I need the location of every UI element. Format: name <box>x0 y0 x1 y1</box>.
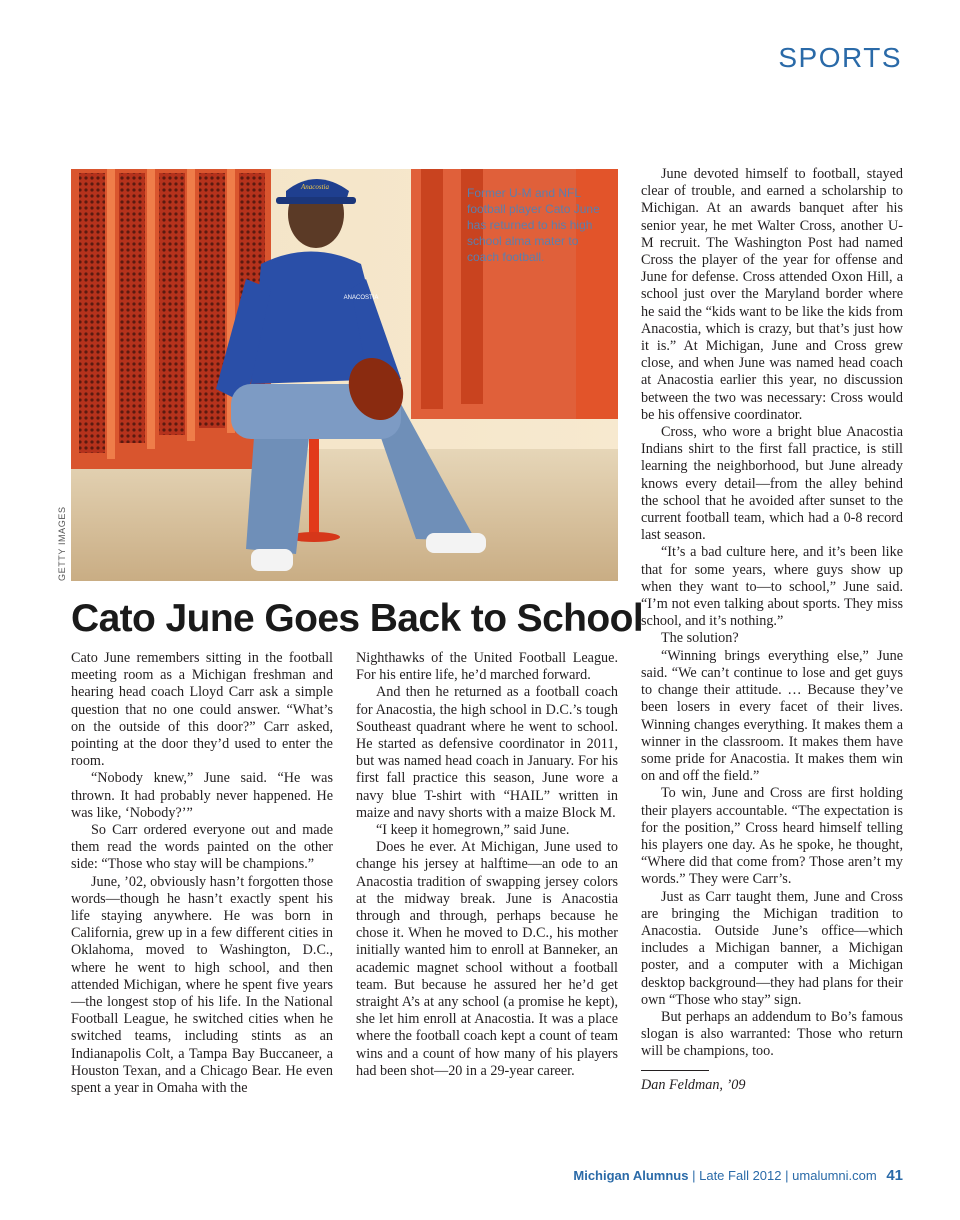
paragraph: Nighthawks of the United Football League. For his entire life, he’d marched forward. <box>356 650 618 684</box>
paragraph: “It’s a bad culture here, and it’s been like that for some years, where guys show up when they want to—to school,” June said. “I’m not even talking about sports. They miss school, and it’s nothing.” <box>641 544 903 630</box>
paragraph: June devoted himself to football, stayed clear of trouble, and earned a scholarship to Michigan. At an awards banquet after his senior year, he met Walter Cross, another U-M recruit. The Washington Post had named Cross the player of the year for offense and June for defense. Cross attended Oxon Hill, a school just over the Maryland border where he said the “kids want to be like the kids from Anacostia, which is crazy, but that’s just how it is.” At Michigan, June and Cross grew close, and when June was named head coach at Anacostia earlier this year, no discussion between the two was necessary: Cross would be his offensive coordinator. <box>641 166 903 423</box>
paragraph: June, ’02, obviously hasn’t forgotten those words—though he hasn’t exactly spent his life staying anywhere. He was born in California, grew up in a few different cities in Oklahoma, moved to Washington, D.C., where he went to high school, and then attended Michigan, where he spent five years—the longest stop of his life. In the National Football League, he switched cities when he switched teams, including stints as an Indianapolis Colt, a Tampa Bay Buccaneer, a Houston Texan, and a Chicago Bear. He even spent a year in Omaha with the <box>71 873 333 1097</box>
magazine-name: Michigan Alumnus <box>573 1168 689 1183</box>
paragraph: And then he returned as a football coach for Anacostia, the high school in D.C.’s tough Southeast quadrant where he went to school. He started as defensive coordinator in 2011, but was named head coach in January. For his first fall practice this season, June wore a navy blue T-shirt with “HAIL” written in maize and navy shorts with a maize Block M. <box>356 684 618 821</box>
byline: Dan Feldman, ’09 <box>641 1076 746 1093</box>
article-column-2 <box>356 650 618 1080</box>
photo-caption: Former U-M and NFL football player Cato June has returned to his high school alma mater to coach football. <box>467 186 600 264</box>
page-number: 41 <box>886 1167 903 1184</box>
article-column-1 <box>71 650 333 1097</box>
page-footer <box>573 1167 903 1184</box>
photo-credit: GETTY IMAGES <box>57 506 67 581</box>
paragraph: The solution? <box>661 630 739 647</box>
issue-date: Late Fall 2012 <box>699 1168 782 1183</box>
footer-separator: | <box>692 1168 696 1183</box>
paragraph: To win, June and Cross are first holding their players accountable. “The expectation is for the position,” Cross heard himself telling his players one day. As he spoke, he thought, “Where did that come from? Those aren’t my words.” They were Carr’s. <box>641 785 903 888</box>
article-column-3 <box>641 166 903 1094</box>
footer-separator: | <box>785 1168 789 1183</box>
byline-rule <box>641 1070 709 1071</box>
website: umalumni.com <box>792 1168 877 1183</box>
headline: Cato June Goes Back to School <box>71 597 644 640</box>
paragraph: Just as Carr taught them, June and Cross are bringing the Michigan tradition to Anacostia. Outside June’s office—which includes a Michigan banner, a Michigan poster, and a computer with a Michigan desktop background—they had plans for their own “Those who stay” sign. <box>641 888 903 1008</box>
paragraph: “Winning brings everything else,” June said. “We can’t continue to lose and get guys to change their attitude. … Because they’ve been losers in every facet of their lives. Winning changes everything. It makes them a winner in the classroom. It makes them have some pride for Anacostia. It makes them win on and off the field.” <box>641 647 903 785</box>
paragraph: Cato June remembers sitting in the football meeting room as a Michigan freshman and hearing head coach Lloyd Carr ask a simple question that no one could answer. “What’s on the outside of this door?” Carr asked, pointing at the door they’d used to enter the room. <box>71 650 333 770</box>
section-label: SPORTS <box>778 42 902 73</box>
paragraph: Cross, who wore a bright blue Anacostia Indians shirt to the first fall practice, is still learning the neighborhood, but June already knows every detail—from the alley behind the school that he avoided after sunset to the current football team, which had a 0-8 record last season. <box>641 424 903 544</box>
paragraph: “I keep it homegrown,” said June. <box>376 822 570 839</box>
paragraph: So Carr ordered everyone out and made them read the words painted on the other side: “Those who stay will be champions.” <box>71 822 333 873</box>
paragraph: Does he ever. At Michigan, June used to change his jersey at halftime—an ode to an Anacostia tradition of swapping jersey colors at the midway break. June is Anacostia through and through, perhaps because he chose it. When he moved to D.C., his mother initially wanted him to enroll at Banneker, an academic magnet school without a football team. But because he assured her he’d get straight A’s at any school (a promise he kept), she let him enroll at Anacostia. It was a place where the football coach kept a count of team wins and a count of how many of his players had been shot—20 in a 29-year career. <box>356 839 618 1079</box>
feature-photo <box>71 169 618 581</box>
paragraph: But perhaps an addendum to Bo’s famous slogan is also warranted: Those who return will be champions, too. <box>641 1008 903 1060</box>
paragraph: “Nobody knew,” June said. “He was thrown. It had probably never happened. He was like, ‘Nobody?’” <box>71 770 333 821</box>
shirt-logo-text: ANACOSTIA <box>343 295 379 301</box>
cap-logo-text: Anacostia <box>301 183 329 191</box>
